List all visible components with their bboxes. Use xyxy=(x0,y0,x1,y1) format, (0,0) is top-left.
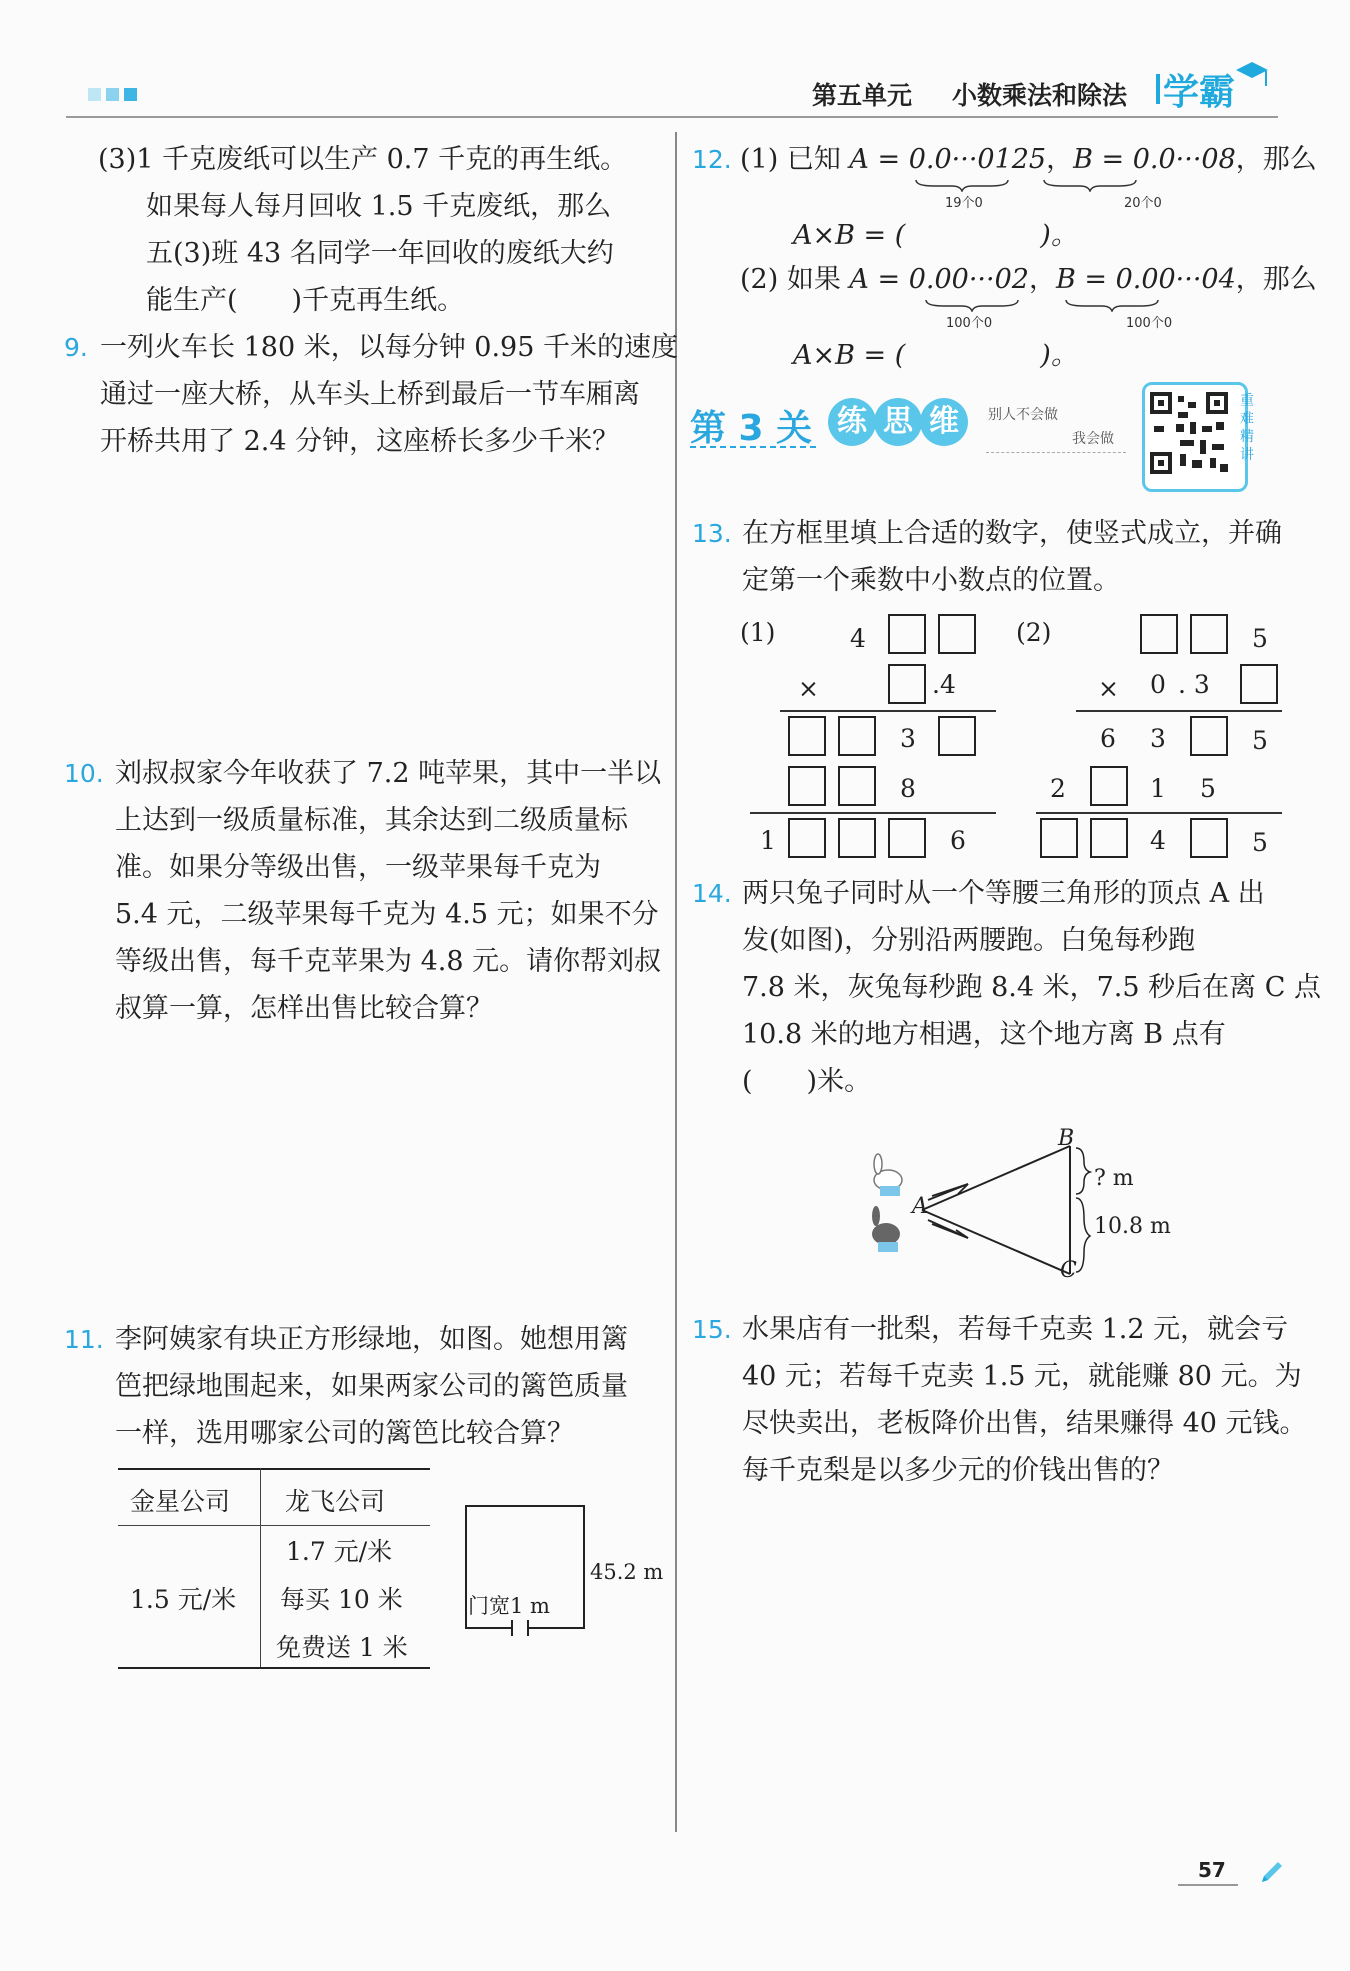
blank-digit-box[interactable] xyxy=(888,614,926,654)
question-14 xyxy=(742,870,1321,1105)
calc-2-digit: 3 xyxy=(1150,724,1166,753)
calc-1-digit: .4 xyxy=(932,670,956,699)
q14-line: 10.8 米的地方相遇，这个地方离 B 点有 xyxy=(742,1019,1226,1050)
table-bottom-rule xyxy=(118,1667,430,1669)
blank-digit-box[interactable] xyxy=(938,716,976,756)
q13-line: 在方框里填上合适的数字，使竖式成立，并确 xyxy=(742,518,1282,549)
table-top-rule xyxy=(118,1468,430,1470)
blank-digit-box[interactable] xyxy=(1040,818,1078,858)
header-decor-square xyxy=(124,88,137,101)
q14-line: 发(如图)，分别沿两腰跑。白兔每秒跑 xyxy=(742,925,1196,956)
zero-count-note: 100个0 xyxy=(1126,316,1173,331)
blank-digit-box[interactable] xyxy=(788,716,826,756)
q10-line: 刘叔叔家今年收获了 7.2 吨苹果，其中一半以 xyxy=(115,758,662,789)
blank-digit-box[interactable] xyxy=(1190,614,1228,654)
zero-count-note: 100个0 xyxy=(946,316,993,331)
blank-digit-box[interactable] xyxy=(1240,664,1278,704)
vertex-a-label: A xyxy=(912,1194,928,1219)
slogan-underline xyxy=(986,452,1126,453)
question-11-number: 11. xyxy=(64,1325,104,1354)
table-header-longfei: 龙飞公司 xyxy=(285,1487,386,1516)
blank-digit-box[interactable] xyxy=(788,766,826,806)
distance-label: 10.8 m xyxy=(1094,1214,1171,1239)
calc-2-rule xyxy=(1036,812,1282,814)
table-column-rule xyxy=(260,1468,261,1667)
q9-line: 开桥共用了 2.4 分钟，这座桥长多少千米？ xyxy=(100,426,620,457)
pencil-icon xyxy=(1258,1860,1284,1886)
question-9 xyxy=(100,324,678,465)
page-number: 57 xyxy=(1198,1858,1226,1882)
page-number-rule xyxy=(1178,1884,1238,1886)
section-badge-char: 练 xyxy=(828,398,876,446)
q10-line: 5.4 元，二级苹果每千克为 4.5 元；如果不分 xyxy=(115,899,659,930)
calc-2-digit: 4 xyxy=(1150,826,1166,855)
q15-line: 每千克梨是以多少元的价钱出售的？ xyxy=(742,1455,1174,1486)
q11-line: 一样，选用哪家公司的篱笆比较合算？ xyxy=(115,1418,574,1449)
q15-line: 尽快卖出，老板降价出售，结果赚得 40 元钱。 xyxy=(742,1408,1307,1439)
blank-digit-box[interactable] xyxy=(1140,614,1178,654)
vertex-c-label: C xyxy=(1060,1258,1077,1283)
graduation-cap-icon xyxy=(1232,56,1272,94)
section-label: 第 3 关 xyxy=(690,408,813,449)
calc-1-operator: × xyxy=(798,674,819,703)
q13-line: 定第一个乘数中小数点的位置。 xyxy=(742,565,1120,596)
q10-line: 上达到一级质量标准，其余达到二级质量标 xyxy=(115,805,628,836)
question-13-number: 13. xyxy=(692,519,732,548)
table-cell-longfei-offer: 每买 10 米 xyxy=(280,1585,403,1614)
blank-digit-box[interactable] xyxy=(888,664,926,704)
door-width-label: 门宽1 m xyxy=(468,1594,550,1618)
question-14-number: 14. xyxy=(692,879,732,908)
q12-answer-2: A×B = ( )。 xyxy=(793,340,1078,371)
q15-line: 40 元；若每千克卖 1.5 元，就能赚 80 元。为 xyxy=(742,1361,1302,1392)
table-header-jinxing: 金星公司 xyxy=(130,1487,231,1516)
question-11 xyxy=(115,1316,628,1457)
q8-line: 能生产( )千克再生纸。 xyxy=(146,285,465,316)
vertex-b-label: B xyxy=(1058,1126,1075,1151)
header-decor-square xyxy=(106,88,119,101)
calc-1-digit: 8 xyxy=(900,774,916,803)
question-9-number: 9. xyxy=(64,333,88,362)
blank-digit-box[interactable] xyxy=(788,818,826,858)
header-rule xyxy=(66,116,1278,118)
q9-line: 通过一座大桥，从车头上桥到最后一节车厢离 xyxy=(100,379,640,410)
section-underline xyxy=(690,446,816,448)
q9-line: 一列火车长 180 米，以每分钟 0.95 千米的速度 xyxy=(100,332,678,363)
calc-2-operator: × xyxy=(1098,674,1119,703)
q10-line: 叔算一算，怎样出售比较合算？ xyxy=(115,993,493,1024)
calc-1-digit: 1 xyxy=(760,826,776,855)
table-cell-longfei-price: 1.7 元/米 xyxy=(286,1537,393,1566)
question-12-number: 12. xyxy=(692,145,732,174)
calc-1-rule xyxy=(750,812,996,814)
question-15-number: 15. xyxy=(692,1315,732,1344)
unknown-distance-label: ? m xyxy=(1094,1166,1134,1191)
q10-line: 等级出售，每千克苹果为 4.8 元。请你帮刘叔 xyxy=(115,946,662,977)
calc-2-digit: 5 xyxy=(1252,726,1268,755)
blank-digit-box[interactable] xyxy=(938,614,976,654)
calc-2-digit: 5 xyxy=(1252,828,1268,857)
question-8-part-3 xyxy=(98,136,627,324)
calc-2-digit: 6 xyxy=(1100,724,1116,753)
blank-digit-box[interactable] xyxy=(1190,716,1228,756)
zero-count-note: 19个0 xyxy=(945,196,983,211)
calc-1-digit: 4 xyxy=(850,624,866,653)
calc-1-digit: 3 xyxy=(900,724,916,753)
zero-count-note: 20个0 xyxy=(1124,196,1162,211)
calc-2-digit: . 3 xyxy=(1178,670,1210,699)
brand-logo: 学霸 xyxy=(1163,72,1236,113)
calc-2-rule xyxy=(1076,710,1282,712)
blank-digit-box[interactable] xyxy=(838,716,876,756)
calc-1-digit: 6 xyxy=(950,826,966,855)
side-length-label: 45.2 m xyxy=(590,1560,664,1584)
section-badge-char: 维 xyxy=(920,398,968,446)
blank-digit-box[interactable] xyxy=(1090,766,1128,806)
table-header-rule xyxy=(118,1525,430,1526)
calc-1-label: (1) xyxy=(740,618,776,647)
q8-line: 五(3)班 43 名同学一年回收的废纸大约 xyxy=(146,238,614,269)
q8-line: (3)1 千克废纸可以生产 0.7 千克的再生纸。 xyxy=(98,144,628,175)
q11-line: 笆把绿地围起来，如果两家公司的篱笆质量 xyxy=(115,1371,628,1402)
question-10 xyxy=(115,750,661,1032)
calc-2-digit: 2 xyxy=(1050,774,1066,803)
q14-line: 两只兔子同时从一个等腰三角形的顶点 A 出 xyxy=(742,878,1265,909)
calc-2-digit: 0 xyxy=(1150,670,1166,699)
unit-title: 第五单元 xyxy=(812,81,913,110)
rabbits-icon xyxy=(860,1152,916,1262)
question-12-part-2: (2) 如果 A = 0.00···02，B = 0.00···04，那么 xyxy=(740,264,1317,295)
q10-line: 准。如果分等级出售，一级苹果每千克为 xyxy=(115,852,601,883)
qr-code-icon[interactable] xyxy=(1150,392,1228,474)
underbrace-decor xyxy=(924,298,1164,312)
section-badge-char: 思 xyxy=(874,398,922,446)
question-12-part-1: (1) 已知 A = 0.0···0125，B = 0.0···08，那么 xyxy=(740,144,1317,175)
q14-line: 7.8 米，灰兔每秒跑 8.4 米，7.5 秒后在离 C 点 xyxy=(742,972,1321,1003)
qr-side-label: 重 难 精 讲 xyxy=(1240,393,1254,463)
blank-digit-box[interactable] xyxy=(888,818,926,858)
question-13 xyxy=(742,510,1282,604)
table-cell-jinxing-price: 1.5 元/米 xyxy=(130,1585,237,1614)
blank-digit-box[interactable] xyxy=(1090,818,1128,858)
slogan-line-2: 我会做 xyxy=(1072,431,1114,447)
calc-2-digit: 5 xyxy=(1200,774,1216,803)
blank-digit-box[interactable] xyxy=(1190,818,1228,858)
calc-1-rule xyxy=(780,710,996,712)
q14-line: ( )米。 xyxy=(742,1066,872,1097)
header-decor-square xyxy=(88,88,101,101)
underbrace-decor xyxy=(914,178,1144,192)
q15-line: 水果店有一批梨，若每千克卖 1.2 元，就会亏 xyxy=(742,1314,1289,1345)
table-cell-longfei-free: 免费送 1 米 xyxy=(276,1633,408,1662)
blank-digit-box[interactable] xyxy=(838,766,876,806)
slogan-line-1: 别人不会做 xyxy=(988,407,1058,423)
calc-2-digit: 5 xyxy=(1252,624,1268,653)
header-separator xyxy=(1156,74,1160,104)
blank-digit-box[interactable] xyxy=(838,818,876,858)
calc-2-label: (2) xyxy=(1016,618,1052,647)
question-15 xyxy=(742,1306,1307,1494)
question-10-number: 10. xyxy=(64,759,104,788)
q12-answer-1: A×B = ( )。 xyxy=(793,220,1078,251)
topic-title: 小数乘法和除法 xyxy=(952,81,1128,110)
q11-line: 李阿姨家有块正方形绿地，如图。她想用篱 xyxy=(115,1324,628,1355)
calc-2-digit: 1 xyxy=(1150,774,1166,803)
q8-line: 如果每人每月回收 1.5 千克废纸，那么 xyxy=(146,191,612,222)
